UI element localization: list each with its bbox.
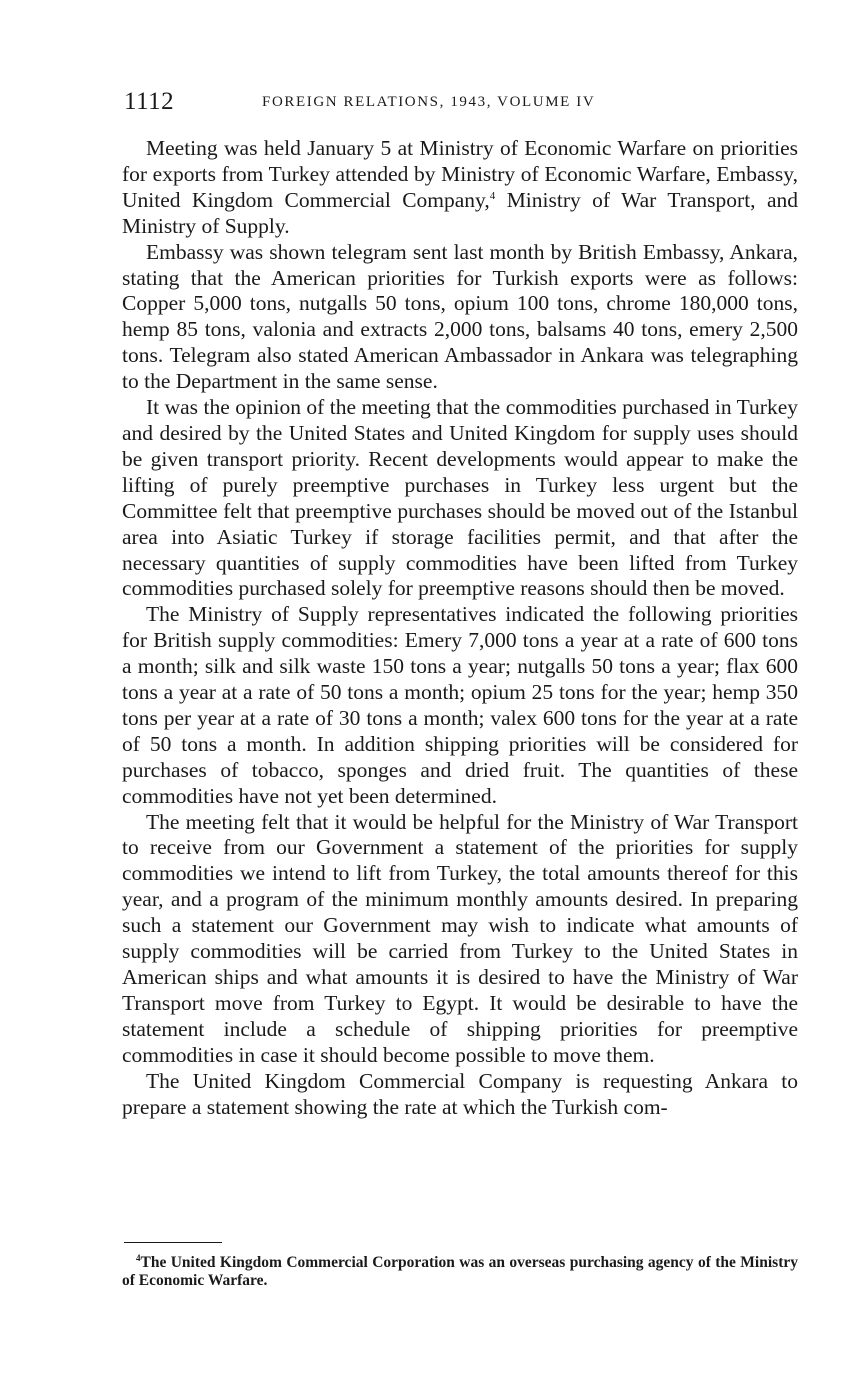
paragraph-3: It was the opinion of the meeting that the commodities purchased in Turkey and desired by the United States and United Kingdom for supply uses should be given transport priority. Recent developments would appear to make the lifting of purely preemptive purchases in Turkey less urgent but the Committee felt that preemptive purchases should be moved out of the Istanbul area into Asiatic Turkey if storage facilities permit, and that after the necessary quantities of supply commodities have been lifted from Turkey commodities purchased solely for preemptive reasons should then be moved. <box>122 395 798 601</box>
paragraph-4: The Ministry of Supply representatives indicated the following priorities for British supply commodities: Emery 7,000 tons a year at a rate of 600 tons a month; silk and silk waste 150 tons a year; nutgalls 50 tons a year; flax 600 tons a year at a rate of 50 tons a month; opium 25 tons for the year; hemp 350 tons per year at a rate of 30 tons a month; valex 600 tons for the year at a rate of 50 tons a month. In addition shipping priorities will be considered for purchases of tobacco, sponges and dried fruit. The quantities of these commodities have not yet been determined. <box>122 602 798 808</box>
page-header <box>124 88 798 120</box>
footnote-marker: 4 <box>136 1253 141 1263</box>
body-text <box>122 136 798 1120</box>
footnote-reference: 4 <box>489 189 496 202</box>
paragraph-6: The United Kingdom Commercial Company is requesting Ankara to prepare a statement showing the rate at which the Turkish com- <box>122 1068 798 1119</box>
page-number: 1112 <box>124 88 175 115</box>
paragraph-2: Embassy was shown telegram sent last month by British Embassy, Ankara, stating that the American priorities for Turkish exports were as follows: Copper 5,000 tons, nutgalls 50 tons, opium 100 tons, chrome 180,000 tons, hemp 85 tons, valonia and extracts 2,000 tons, balsams 40 tons, emery 2,500 tons. Telegram also stated American Ambassador in Ankara was telegraphing to the Department in the same sense. <box>122 239 798 394</box>
paragraph-1 <box>122 136 798 240</box>
running-title: FOREIGN RELATIONS, 1943, VOLUME IV <box>262 94 596 110</box>
footnote <box>122 1254 798 1290</box>
footnote-divider <box>124 1242 222 1243</box>
footnote-text: The United Kingdom Commercial Corporation was an overseas purchasing agency of the Ministry of Economic Warfare. <box>122 1254 798 1289</box>
paragraph-5: The meeting felt that it would be helpful for the Ministry of War Transport to receive from our Government a statement of the priorities for supply commodities we intend to lift from Turkey, the total amounts thereof for this year, and a program of the minimum monthly amounts desired. In preparing such a statement our Government may wish to indicate what amounts of supply commodities will be carried from Turkey to the United States in American ships and what amounts it is desired to have the Ministry of War Transport move from Turkey to Egypt. It would be desirable to have the statement include a schedule of shipping priorities for preemptive commodities in case it should become possible to move them. <box>122 809 798 1067</box>
paragraph-1-text: Meeting was held January 5 at Ministry of Economic Warfare on priorities for exports from Turkey attended by Ministry of Economic Warfare, Embassy, United Kingdom Commercial Company, <box>122 136 798 212</box>
paragraph-1-text-continued: Ministry of War Transport, and Ministry of Supply. <box>122 187 798 238</box>
